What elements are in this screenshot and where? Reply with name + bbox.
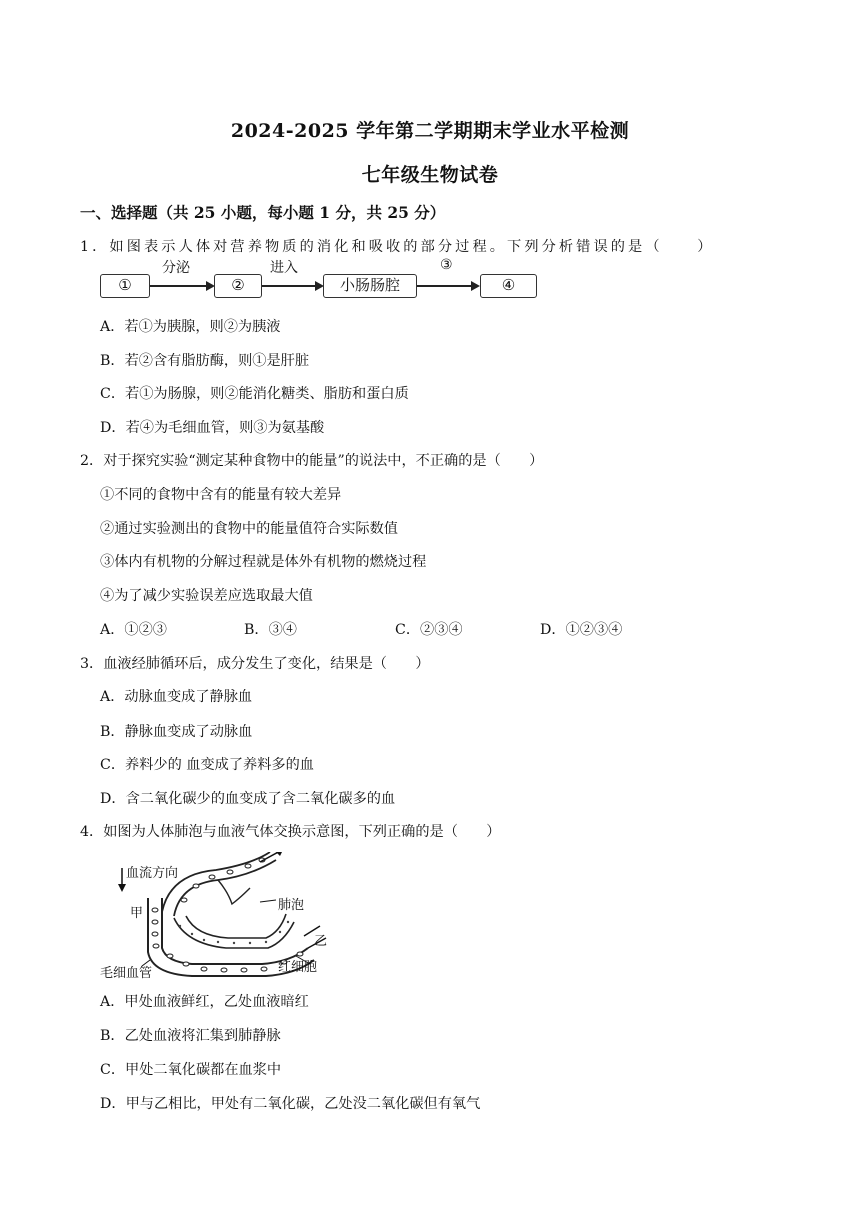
alveolus-gas-exchange-figure — [100, 852, 340, 984]
q2-option-b: B．③④ — [244, 622, 297, 638]
question-2-stem: 2．对于探究实验“测定某种食物中的能量”的说法中，不正确的是（ ） — [80, 453, 544, 469]
flow-box-1: ① — [100, 274, 150, 298]
flow-label-enter: 进入 — [270, 260, 298, 276]
q2-options-row — [100, 619, 760, 641]
q4-option-d: D．甲与乙相比，甲处有二氧化碳，乙处没二氧化碳但有氧气 — [100, 1096, 481, 1112]
q4-option-c: C．甲处二氧化碳都在血浆中 — [100, 1062, 282, 1078]
exam-title: 2024-2025 学年第二学期期末学业水平检测 — [230, 120, 630, 142]
q1-option-c: C．若①为肠腺，则②能消化糖类、脂肪和蛋白质 — [100, 386, 409, 402]
flow-arrow-2 — [262, 285, 317, 287]
q2-statement-2: ②通过实验测出的食物中的能量值符合实际数值 — [100, 521, 398, 537]
label-alveolus: 肺泡 — [278, 898, 305, 913]
q3-option-a: A．动脉血变成了静脉血 — [100, 689, 253, 705]
q2-statement-1: ①不同的食物中含有的能量有较大差异 — [100, 487, 342, 503]
question-3-stem: 3．血液经肺循环后，成分发生了变化，结果是（ ） — [80, 656, 430, 672]
q3-option-c: C．养料少的 血变成了养料多的血 — [100, 757, 314, 773]
q1-option-d: D．若④为毛细血管，则③为氨基酸 — [100, 420, 325, 436]
label-flow-direction: 血流方向 — [126, 866, 179, 881]
q2-statement-4: ④为了减少实验误差应选取最大值 — [100, 588, 313, 604]
flow-box-2: ② — [214, 274, 262, 298]
label-jia: 甲 — [130, 906, 144, 921]
question-4-stem: 4．如图为人体肺泡与血液气体交换示意图，下列正确的是（ ） — [80, 824, 501, 840]
q2-option-c: C．②③④ — [395, 622, 463, 638]
flow-box-3: 小肠肠腔 — [323, 274, 417, 298]
digestion-flow-diagram — [100, 257, 540, 306]
q3-option-d: D．含二氧化碳少的血变成了含二氧化碳多的血 — [100, 791, 396, 807]
section-heading: 一、选择题（共 25 小题，每小题 1 分，共 25 分） — [80, 203, 446, 222]
q2-option-a: A．①②③ — [100, 622, 167, 638]
q4-option-b: B．乙处血液将汇集到肺静脉 — [100, 1028, 281, 1044]
question-1-stem: 1．如图表示人体对营养物质的消化和吸收的部分过程。下列分析错误的是（ ） — [80, 239, 715, 255]
label-yi: 乙 — [314, 934, 328, 949]
q1-option-b: B．若②含有脂肪酶，则①是肝脏 — [100, 353, 310, 369]
q2-statement-3: ③体内有机物的分解过程就是体外有机物的燃烧过程 — [100, 554, 427, 570]
q4-option-a: A．甲处血液鲜红，乙处血液暗红 — [100, 994, 309, 1010]
label-red-blood-cell: 红细胞 — [278, 960, 318, 975]
label-capillary: 毛细血管 — [100, 966, 153, 981]
flow-box-4: ④ — [480, 274, 537, 298]
q3-option-b: B．静脉血变成了动脉血 — [100, 724, 253, 740]
flow-label-3: ③ — [440, 257, 453, 273]
flow-arrow-1 — [150, 285, 208, 287]
exam-subtitle: 七年级生物试卷 — [361, 164, 499, 186]
flow-arrowhead-3 — [471, 281, 480, 291]
q2-option-d: D．①②③④ — [540, 622, 623, 638]
flow-arrow-3 — [417, 285, 473, 287]
q1-option-a: A．若①为胰腺，则②为胰液 — [100, 319, 281, 335]
flow-label-secrete: 分泌 — [162, 260, 190, 276]
